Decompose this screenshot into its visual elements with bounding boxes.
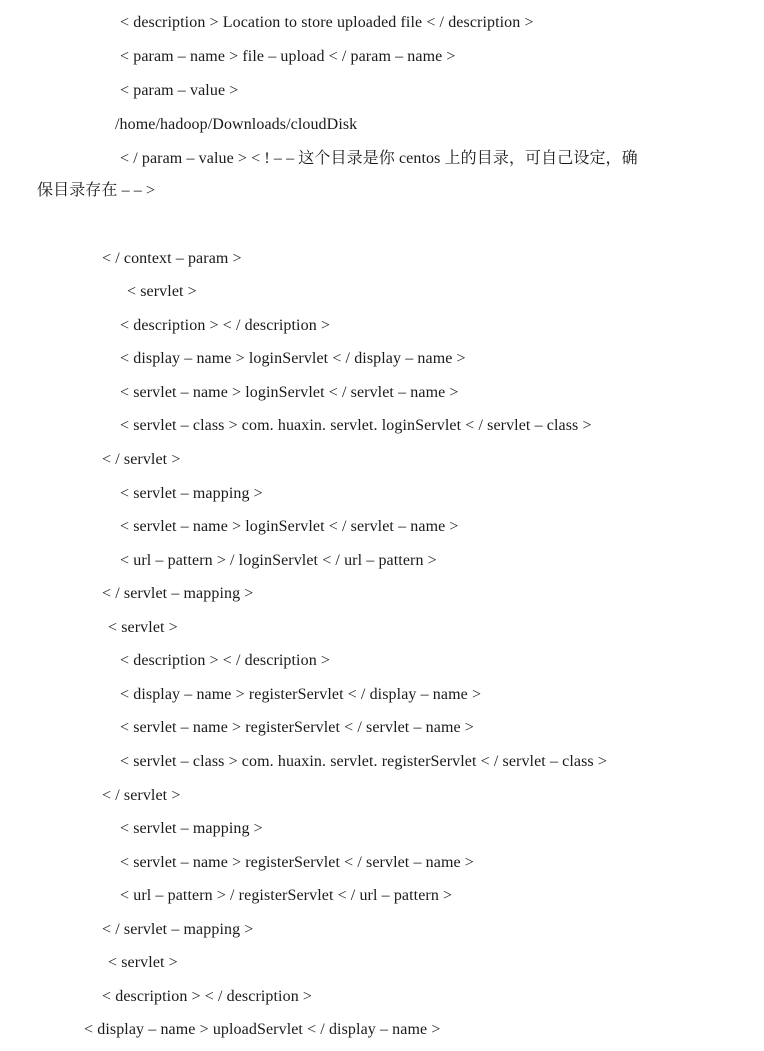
code-line: < servlet > — [108, 619, 178, 636]
code-line: < servlet – class > com. huaxin. servlet. registerServlet < / servlet – class > — [120, 753, 607, 770]
code-line: < description > < / description > — [102, 988, 313, 1005]
code-line: < url – pattern > / registerServlet < / url – pattern > — [120, 887, 453, 904]
code-line: < param – name > file – upload < / param – name > — [120, 48, 456, 65]
code-line: < description > < / description > — [120, 317, 331, 334]
code-line: < servlet – name > loginServlet < / servlet – name > — [120, 384, 459, 401]
code-line: < servlet > — [127, 283, 197, 300]
code-line: < description > Location to store uploaded file < / description > — [120, 14, 534, 31]
code-line: < display – name > registerServlet < / display – name > — [120, 686, 482, 703]
code-line: /home/hadoop/Downloads/cloudDisk — [115, 116, 358, 133]
code-line: < / servlet – mapping > — [102, 921, 254, 938]
code-line: < / servlet > — [102, 451, 181, 468]
code-line: < param – value > — [120, 82, 239, 99]
code-line: < servlet – mapping > — [120, 485, 263, 502]
code-line: < / context – param > — [102, 250, 242, 267]
code-line: < url – pattern > / loginServlet < / url – pattern > — [120, 552, 437, 569]
code-line: 保目录存在 – – > — [37, 182, 156, 199]
code-line: < / servlet – mapping > — [102, 585, 254, 602]
code-line: < display – name > uploadServlet < / display – name > — [84, 1021, 441, 1038]
code-line: < servlet – name > registerServlet < / servlet – name > — [120, 854, 474, 871]
code-line: < / param – value > < ! – – 这个目录是你 centos 上的目录，可自己设定，确 — [120, 150, 638, 167]
code-line: < display – name > loginServlet < / display – name > — [120, 350, 466, 367]
code-line: < servlet > — [108, 954, 178, 971]
code-line: < servlet – class > com. huaxin. servlet. loginServlet < / servlet – class > — [120, 417, 592, 434]
code-line: < servlet – mapping > — [120, 820, 263, 837]
code-line: < servlet – name > registerServlet < / servlet – name > — [120, 719, 474, 736]
code-line: < description > < / description > — [120, 652, 331, 669]
code-line: < servlet – name > loginServlet < / servlet – name > — [120, 518, 459, 535]
code-line: < / servlet > — [102, 787, 181, 804]
